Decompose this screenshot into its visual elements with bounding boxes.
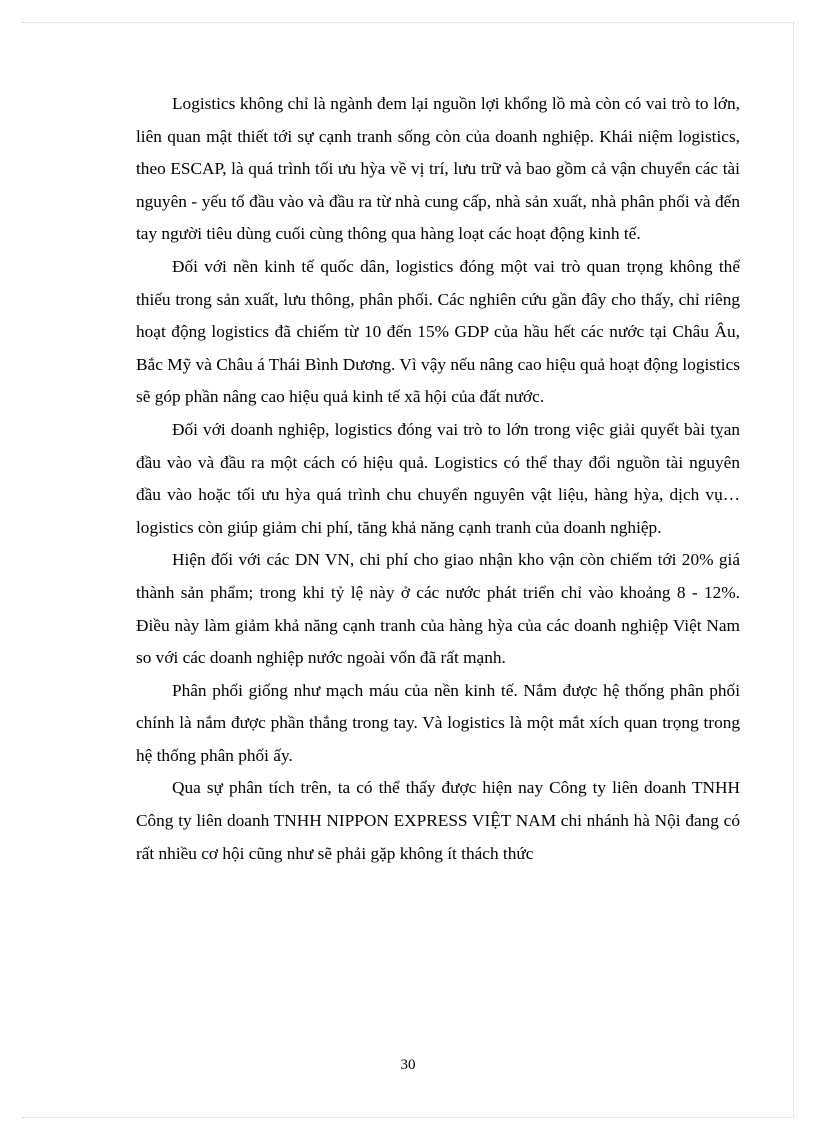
paragraph-logistics-definition: Logistics không chỉ là ngành đem lại nguồn lợi khổng lồ mà còn có vai trò to lớn, liên quan mật thiết tới sự cạnh tranh sống còn của doanh nghiệp. Khái niệm logistics, theo ESCAP, là quá trình tối ưu hỳa về vị trí, lưu trữ và bao gồm cả vận chuyển các tài nguyên - yếu tố đầu vào và đầu ra từ nhà cung cấp, nhà sản xuất, nhà phân phối và đến tay người tiêu dùng cuối cùng thông qua hàng loạt các hoạt động kinh tế. (136, 94, 740, 244)
paragraph-vn-costs: Hiện đối với các DN VN, chi phí cho giao nhận kho vận còn chiếm tới 20% giá thành sản phẩm; trong khi tỷ lệ này ở các nước phát triển chỉ vào khoảng 8 - 12%. Điều này làm giảm khả năng cạnh tranh của hàng hỳa của các doanh nghiệp Việt Nam so với các doanh nghiệp nước ngoài vốn đã rất mạnh. (136, 550, 740, 668)
paragraph-distribution: Phân phối giống như mạch máu của nền kinh tế. Nắm được hệ thống phân phối chính là nắm được phần thắng trong tay. Và logistics là một mắt xích quan trọng trong hệ thống phân phối ấy. (136, 680, 740, 765)
paragraph-conclusion: Qua sự phân tích trên, ta có thể thấy được hiện nay Công ty liên doanh TNHH Công ty liên doanh TNHH NIPPON EXPRESS VIỆT NAM chi nhánh hà Nội đang có rất nhiều cơ hội cũng như sẽ phải gặp không ít thách thức (136, 778, 740, 863)
page-number: 30 (400, 1057, 416, 1073)
paragraph-national-economy: Đối với nền kinh tế quốc dân, logistics đóng một vai trò quan trọng không thể thiếu trong sản xuất, lưu thông, phân phối. Các nghiên cứu gần đây cho thấy, chỉ riêng hoạt động logistics đã chiếm từ 10 đến 15% GDP của hầu hết các nước tại Châu Âu, Bắc Mỹ và Châu á Thái Bình Dương. Vì vậy nếu nâng cao hiệu quả hoạt động logistics sẽ góp phần nâng cao hiệu quả kinh tế xã hội của đất nước. (136, 256, 740, 407)
paragraph-enterprise-role: Đối với doanh nghiệp, logistics đóng vai trò to lớn trong việc giải quyết bài tỵan đầu vào và đầu ra một cách có hiệu quả. Logistics có thể thay đổi nguồn tài nguyên đầu vào hoặc tối ưu hỳa quá trình chu chuyển nguyên vật liệu, hàng hỳa, dịch vụ…logistics còn giúp giảm chi phí, tăng khả năng cạnh tranh của doanh nghiệp. (136, 419, 740, 537)
document-body (136, 88, 740, 870)
